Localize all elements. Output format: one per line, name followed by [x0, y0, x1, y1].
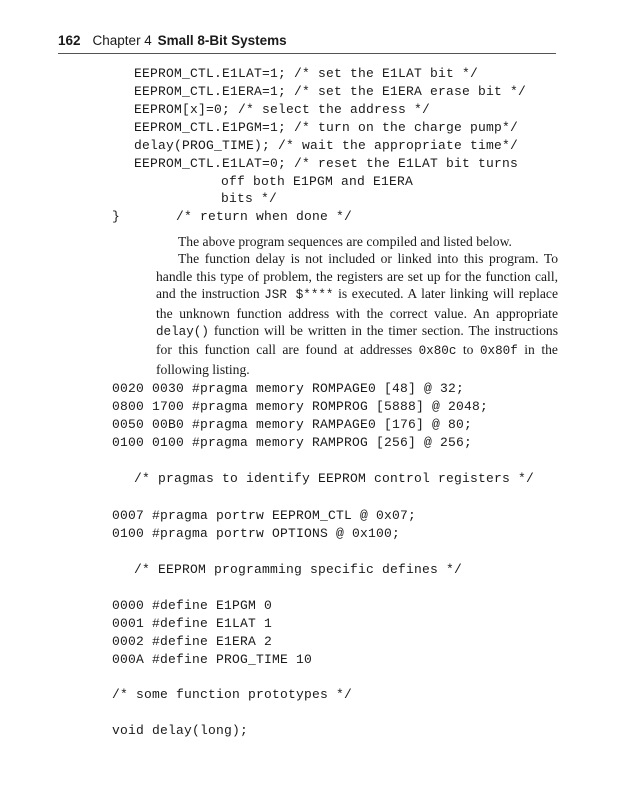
listing-comment: /* pragmas to identify EEPROM control registers */	[134, 471, 535, 486]
code-line: delay(PROG_TIME); /* wait the appropriate time*/	[134, 138, 519, 153]
listing-line: 0050 00B0 #pragma memory RAMPAGE0 [176] @ 80;	[112, 417, 473, 432]
listing-line: 0100 0100 #pragma memory RAMPROG [256] @ 256;	[112, 435, 473, 450]
body-text	[156, 233, 558, 378]
listing-line: 000A #define PROG_TIME 10	[112, 652, 313, 667]
chapter-label: Chapter 4	[92, 33, 152, 48]
listing-comment: /* some function prototypes */	[112, 687, 353, 702]
code-line: EEPROM_CTL.E1LAT=1; /* set the E1LAT bit */	[134, 66, 479, 81]
paragraph: The above program sequences are compiled and listed below.	[178, 234, 512, 249]
paragraph: The function delay is not included or linked into this program. To handle this type of problem, the registers are set up for the function call, and the instruction JSR $**** is executed. A later linking will replace the unknown function address with the correct value. An appropriate delay() function will be written in the timer section. The instructions for this function call are found at addresses 0x80c to 0x80f in the following listing.	[156, 251, 558, 377]
code-line: EEPROM_CTL.E1LAT=0; /* reset the E1LAT bit turns	[134, 156, 519, 171]
code-line: off both E1PGM and E1ERA	[221, 174, 414, 189]
code-line: EEPROM_CTL.E1PGM=1; /* turn on the charge pump*/	[134, 120, 519, 135]
inline-code: 0x80c	[418, 344, 457, 359]
code-line: EEPROM[x]=0; /* select the address */	[134, 102, 431, 117]
page-header	[58, 33, 558, 48]
listing-line: 0800 1700 #pragma memory ROMPROG [5888] @ 2048;	[112, 399, 489, 414]
listing-line: 0020 0030 #pragma memory ROMPAGE0 [48] @ 32;	[112, 381, 465, 396]
header-rule	[58, 53, 556, 54]
code-line: EEPROM_CTL.E1ERA=1; /* set the E1ERA erase bit */	[134, 84, 527, 99]
listing-comment: /* EEPROM programming specific defines */	[134, 562, 463, 577]
page-number: 162	[58, 33, 81, 48]
code-line: } /* return when done */	[112, 209, 353, 224]
listing-line: void delay(long);	[112, 723, 249, 738]
listing-line: 0100 #pragma portrw OPTIONS @ 0x100;	[112, 526, 401, 541]
inline-code: JSR $****	[264, 288, 334, 303]
listing-line: 0000 #define E1PGM 0	[112, 598, 273, 613]
listing-line: 0007 #pragma portrw EEPROM_CTL @ 0x07;	[112, 508, 417, 523]
listing-line: 0001 #define E1LAT 1	[112, 616, 273, 631]
code-line: bits */	[221, 191, 278, 206]
chapter-title: Small 8-Bit Systems	[157, 33, 287, 48]
listing-line: 0002 #define E1ERA 2	[112, 634, 273, 649]
inline-code: delay()	[156, 325, 209, 340]
inline-code: 0x80f	[479, 344, 518, 359]
